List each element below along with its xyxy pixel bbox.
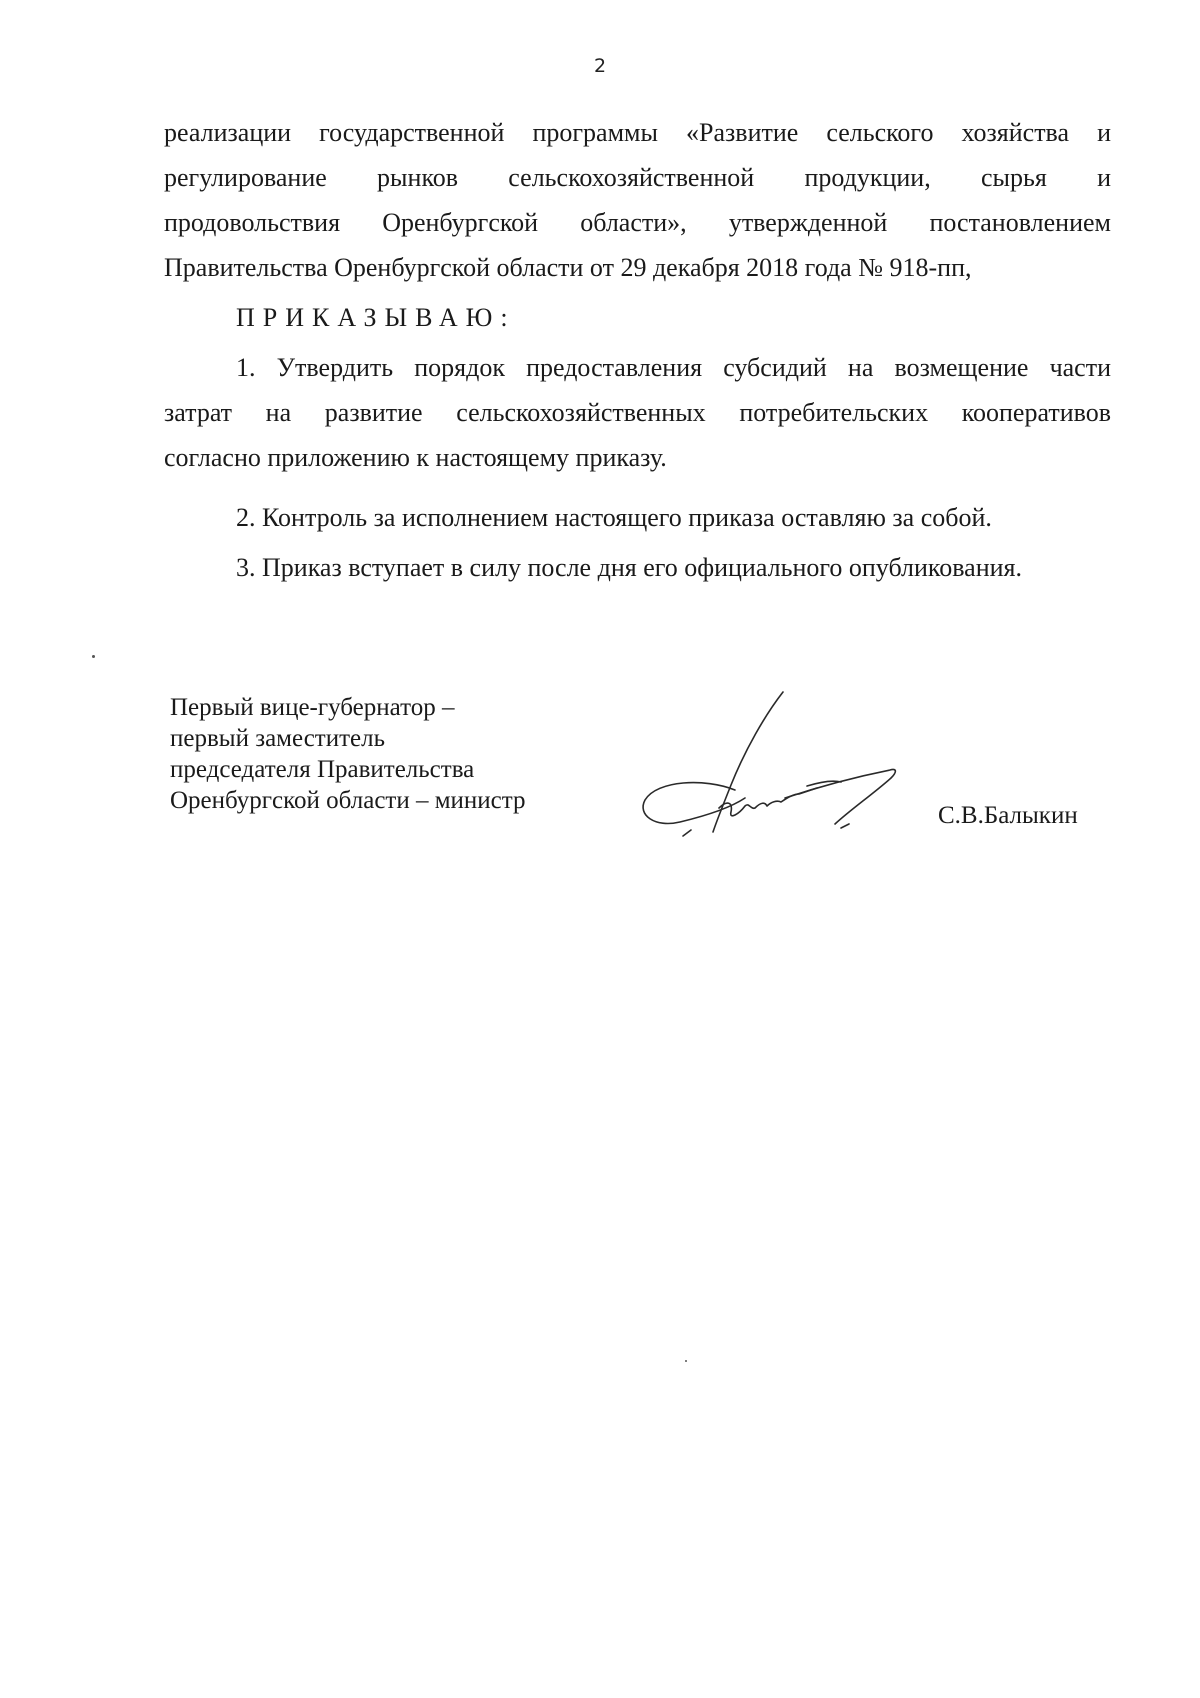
handwritten-signature bbox=[635, 690, 925, 850]
intro-line: Правительства Оренбургской области от 29 декабря 2018 года № 918-пп, bbox=[164, 253, 972, 282]
scan-speck bbox=[92, 655, 95, 658]
signer-position-line: первый заместитель bbox=[170, 725, 386, 752]
intro-line: регулирование рынков сельскохозяйственной продукции, сырья и bbox=[164, 163, 1111, 192]
order-item-3: 3. Приказ вступает в силу после дня его официального опубликования. bbox=[236, 553, 1022, 582]
scan-speck bbox=[685, 1360, 687, 1362]
intro-line: продовольствия Оренбургской области», утвержденной постановлением bbox=[164, 208, 1111, 237]
order-item-2: 2. Контроль за исполнением настоящего приказа оставляю за собой. bbox=[236, 503, 992, 532]
order-item-1 bbox=[164, 345, 1111, 480]
item-line: затрат на развитие сельскохозяйственных потребительских кооперативов bbox=[164, 398, 1111, 427]
signer-name: С.В.Балыкин bbox=[938, 802, 1078, 829]
order-heading: ПРИКАЗЫВАЮ: bbox=[236, 303, 516, 332]
signer-position-line: Оренбургской области – министр bbox=[170, 787, 526, 814]
signer-position-line: председателя Правительства bbox=[170, 756, 475, 783]
item-line: согласно приложению к настоящему приказу. bbox=[164, 443, 667, 472]
intro-paragraph bbox=[164, 110, 1111, 290]
intro-line: реализации государственной программы «Развитие сельского хозяйства и bbox=[164, 118, 1111, 147]
page-number: 2 bbox=[593, 55, 607, 77]
signer-position-line: Первый вице-губернатор – bbox=[170, 694, 455, 721]
item-line: 1. Утвердить порядок предоставления субсидий на возмещение части bbox=[236, 353, 1111, 382]
signer-position bbox=[170, 692, 526, 816]
